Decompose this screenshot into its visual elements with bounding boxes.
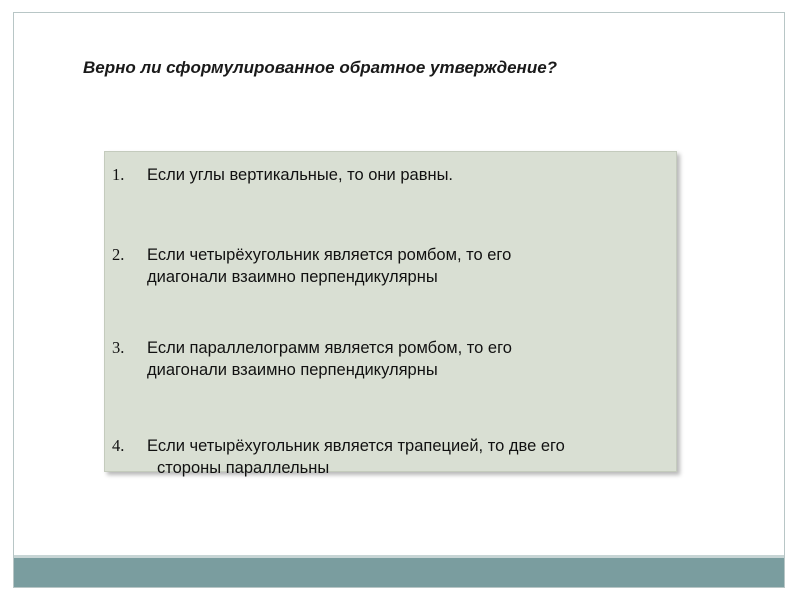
item-line-continuation: стороны параллельны (157, 459, 330, 477)
item-number: 2. (112, 245, 125, 264)
item-text (147, 244, 667, 288)
slide-frame (13, 12, 785, 588)
item-text (147, 337, 667, 381)
item-line: Если параллелограмм является ромбом, то его (147, 339, 512, 357)
item-line: Если четырёхугольник является ромбом, то его (147, 246, 512, 264)
item-line-continuation: диагонали взаимно перпендикулярны (147, 268, 438, 286)
item-number: 3. (112, 338, 125, 357)
item-text (147, 164, 667, 186)
item-number: 1. (112, 165, 125, 184)
item-line: Если углы вертикальные, то они равны. (147, 166, 454, 184)
footer-bar (14, 555, 784, 587)
item-text (147, 435, 667, 479)
item-number: 4. (112, 436, 125, 455)
statements-box (104, 151, 677, 477)
item-line-continuation: диагонали взаимно перпендикулярны (147, 361, 438, 379)
slide-title: Верно ли сформулированное обратное утверждение? (83, 58, 558, 77)
item-line: Если четырёхугольник является трапецией, то две его (147, 437, 565, 455)
